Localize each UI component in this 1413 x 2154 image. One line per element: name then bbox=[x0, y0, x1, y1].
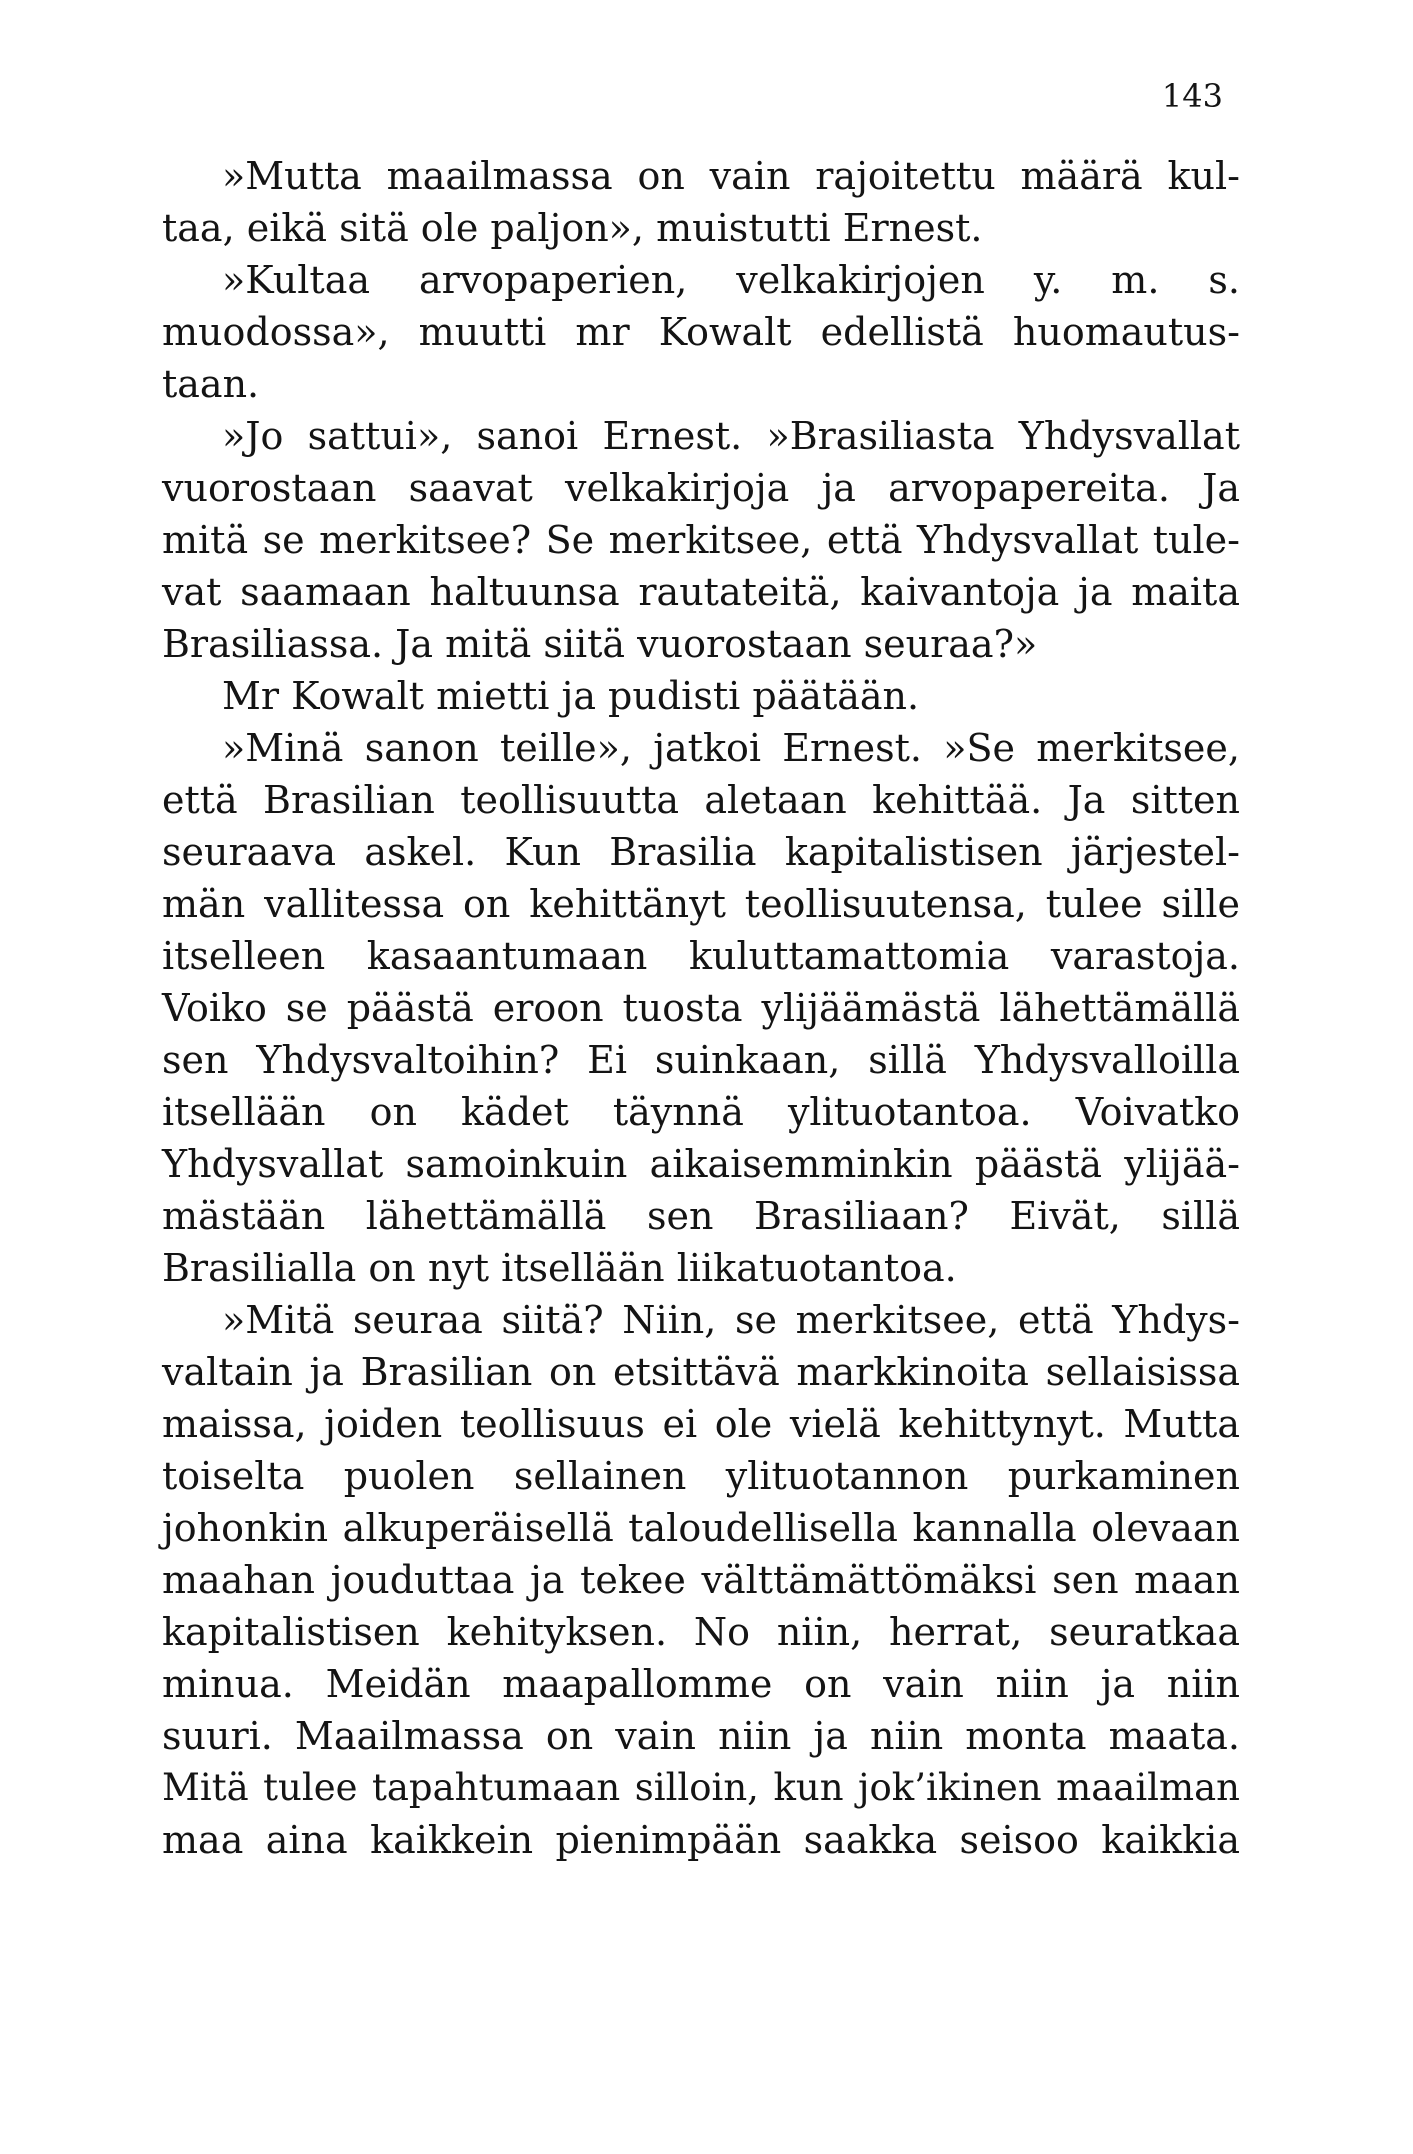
text-line: kapitalistisen kehityksen. No niin, herrat, seuratkaa bbox=[162, 1610, 1240, 1654]
text-line: johonkin alkuperäisellä taloudellisella kannalla olevaan bbox=[162, 1506, 1240, 1550]
text-line: taan. bbox=[162, 362, 260, 406]
text-line: valtain ja Brasilian on etsittävä markkinoita sellaisissa bbox=[162, 1350, 1240, 1394]
text-line: minua. Meidän maapallomme on vain niin ja niin bbox=[162, 1662, 1240, 1706]
text-line: taa, eikä sitä ole paljon», muistutti Ernest. bbox=[162, 206, 983, 250]
text-line: »Kultaa arvopaperien, velkakirjojen y. m. s. bbox=[222, 258, 1240, 302]
text-line: »Mutta maailmassa on vain rajoitettu määrä kul- bbox=[222, 154, 1240, 198]
text-line: Mitä tulee tapahtumaan silloin, kun jok’ikinen maailman bbox=[162, 1766, 1240, 1809]
text-line: »Mitä seuraa siitä? Niin, se merkitsee, että Yhdys- bbox=[222, 1298, 1240, 1342]
text-line: Brasilialla on nyt itsellään liikatuotantoa. bbox=[162, 1246, 957, 1290]
text-line: maahan jouduttaa ja tekee välttämättömäksi sen maan bbox=[162, 1558, 1240, 1602]
text-line: seuraava askel. Kun Brasilia kapitalistisen järjestel- bbox=[162, 830, 1240, 874]
text-line: »Jo sattui», sanoi Ernest. »Brasiliasta Yhdysvallat bbox=[222, 414, 1240, 458]
text-line: itsellään on kädet täynnä ylituotantoa. Voivatko bbox=[162, 1090, 1240, 1134]
text-line: itselleen kasaantumaan kuluttamattomia varastoja. bbox=[162, 934, 1240, 978]
text-line: mästään lähettämällä sen Brasiliaan? Eivät, sillä bbox=[162, 1194, 1240, 1238]
text-line: suuri. Maailmassa on vain niin ja niin monta maata. bbox=[162, 1714, 1240, 1758]
text-line: että Brasilian teollisuutta aletaan kehittää. Ja sitten bbox=[162, 778, 1240, 822]
body-text bbox=[162, 150, 1240, 1866]
text-line: sen Yhdysvaltoihin? Ei suinkaan, sillä Yhdysvalloilla bbox=[162, 1038, 1240, 1082]
text-line: vuorostaan saavat velkakirjoja ja arvopapereita. Ja bbox=[162, 466, 1240, 510]
text-line: vat saamaan haltuunsa rautateitä, kaivantoja ja maita bbox=[162, 570, 1240, 614]
text-line: mitä se merkitsee? Se merkitsee, että Yhdysvallat tule- bbox=[162, 518, 1240, 562]
text-line: Voiko se päästä eroon tuosta ylijäämästä lähettämällä bbox=[162, 986, 1240, 1030]
text-line: män vallitessa on kehittänyt teollisuutensa, tulee sille bbox=[162, 882, 1240, 926]
text-line: maa aina kaikkein pienimpään saakka seisoo kaikkia bbox=[162, 1818, 1240, 1862]
text-line: Yhdysvallat samoinkuin aikaisemminkin päästä ylijää- bbox=[162, 1142, 1240, 1186]
text-line: muodossa», muutti mr Kowalt edellistä huomautus- bbox=[162, 310, 1240, 354]
text-line: Mr Kowalt mietti ja pudisti päätään. bbox=[222, 674, 920, 718]
text-line: toiselta puolen sellainen ylituotannon purkaminen bbox=[162, 1454, 1240, 1498]
text-line: »Minä sanon teille», jatkoi Ernest. »Se merkitsee, bbox=[222, 726, 1240, 770]
text-line: maissa, joiden teollisuus ei ole vielä kehittynyt. Mutta bbox=[162, 1402, 1240, 1446]
text-line: Brasiliassa. Ja mitä siitä vuorostaan seuraa?» bbox=[162, 622, 1038, 666]
page-number: 143 bbox=[1161, 77, 1223, 115]
